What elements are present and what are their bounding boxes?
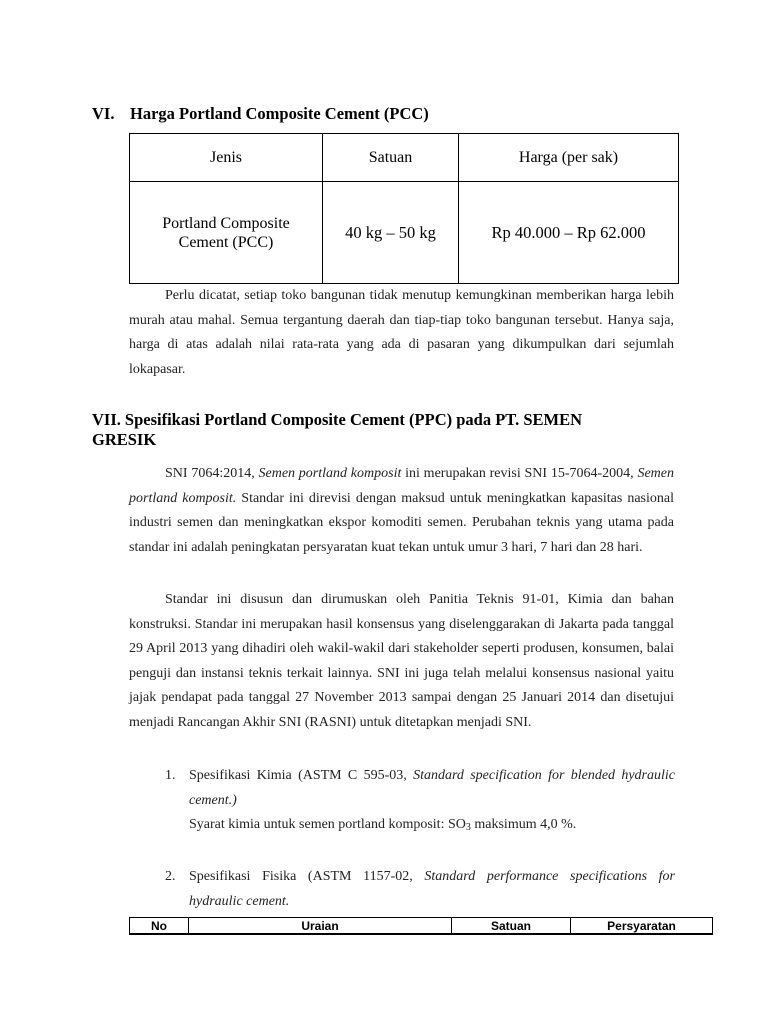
list-text xyxy=(189,764,675,813)
list-text xyxy=(189,865,675,914)
table-header-cell: Satuan xyxy=(452,918,571,935)
table-cell-satuan: 40 kg – 50 kg xyxy=(323,182,459,284)
section-number: VII. xyxy=(92,410,121,429)
table-header-cell: Persyaratan xyxy=(571,918,713,935)
list-number: 1. xyxy=(165,768,176,783)
spec-table xyxy=(129,917,713,935)
table-cell-harga: Rp 40.000 – Rp 62.000 xyxy=(459,182,679,284)
table-row xyxy=(130,182,679,284)
italic-text: Semen portland komposit. xyxy=(129,466,674,506)
text-run: Standar ini direvisi dengan maksud untuk meningkatkan kapasitas nasional industri semen dan meningkatkan ekspor komoditi semen. Perubahan teknis yang utama pada standar ini adalah peningkatan persyaratan kuat tekan untuk umur 3 hari, 7 hari dan 28 hari. xyxy=(129,490,674,555)
table-header-row xyxy=(130,134,679,182)
italic-text: Semen portland komposit xyxy=(258,466,402,481)
table-header-cell: Jenis xyxy=(130,134,323,182)
table-header-cell: Harga (per sak) xyxy=(459,134,679,182)
list-number: 2. xyxy=(165,869,176,884)
section-title-line1: Spesifikasi Portland Composite Cement (PPC) pada PT. SEMEN xyxy=(124,410,583,429)
sni-paragraph-2: Standar ini disusun dan dirumuskan oleh Panitia Teknis 91-01, Kimia dan bahan konstruksi. Standar ini merupakan hasil konsensus yang diselenggarakan di Jakarta pada tanggal 29 April 2013 yang dihadiri oleh wakil-wakil dari stakeholder seperti produsen, konsumen, balai penguji dan instansi teknis terkait lainnya. SNI ini juga telah melalui konsensus nasional yaitu jajak pendapat pada tanggal 27 November 2013 sampai dengan 25 Januari 2014 dan disetujui menjadi Rancangan Akhir SNI (RASNI) untuk ditetapkan menjadi SNI. xyxy=(129,592,674,730)
italic-text: Standard performance specifications for hydraulic cement. xyxy=(189,869,675,909)
jenis-line: Portland Composite xyxy=(162,214,290,232)
jenis-line: Cement (PCC) xyxy=(178,233,274,251)
list-item xyxy=(165,865,675,914)
price-table xyxy=(129,133,679,284)
table-header-row xyxy=(130,918,713,935)
section-title: Harga Portland Composite Cement (PCC) xyxy=(130,104,429,123)
text-run: maksimum 4,0 %. xyxy=(470,817,577,832)
section-title-line2: GRESIK xyxy=(92,430,157,449)
list-item xyxy=(165,764,675,841)
syarat-kimia-text xyxy=(189,813,675,841)
section-number: VI. xyxy=(92,104,115,123)
text-run: Spesifikasi Kimia (ASTM C 595-03, xyxy=(189,768,414,783)
text-run: SNI 7064:2014, xyxy=(165,466,259,481)
table-header-cell: Satuan xyxy=(323,134,459,182)
section-heading-vi xyxy=(92,104,682,124)
text-run: Spesifikasi Fisika (ASTM 1157-02, xyxy=(189,869,425,884)
text-run: ini merupakan revisi SNI 15-7064-2004, xyxy=(401,466,638,481)
price-note-paragraph: Perlu dicatat, setiap toko bangunan tidak menutup kemungkinan memberikan harga lebih murah atau mahal. Semua tergantung daerah dan tiap-tiap toko bangunan tersebut. Hanya saja, harga di atas adalah nilai rata-rata yang ada di pasaran yang dikumpulkan dari sejumlah lokapasar. xyxy=(129,288,674,377)
text-run: Syarat kimia untuk semen portland komposit: SO xyxy=(189,817,466,832)
section-heading-vii xyxy=(92,410,682,450)
italic-text: Standard specification for blended hydraulic cement.) xyxy=(189,768,676,808)
sni-paragraph-1 xyxy=(129,462,674,560)
table-header-cell: No xyxy=(130,918,189,935)
table-header-cell: Uraian xyxy=(189,918,452,935)
table-cell-jenis xyxy=(130,182,323,284)
subscript: 3 xyxy=(465,822,471,833)
